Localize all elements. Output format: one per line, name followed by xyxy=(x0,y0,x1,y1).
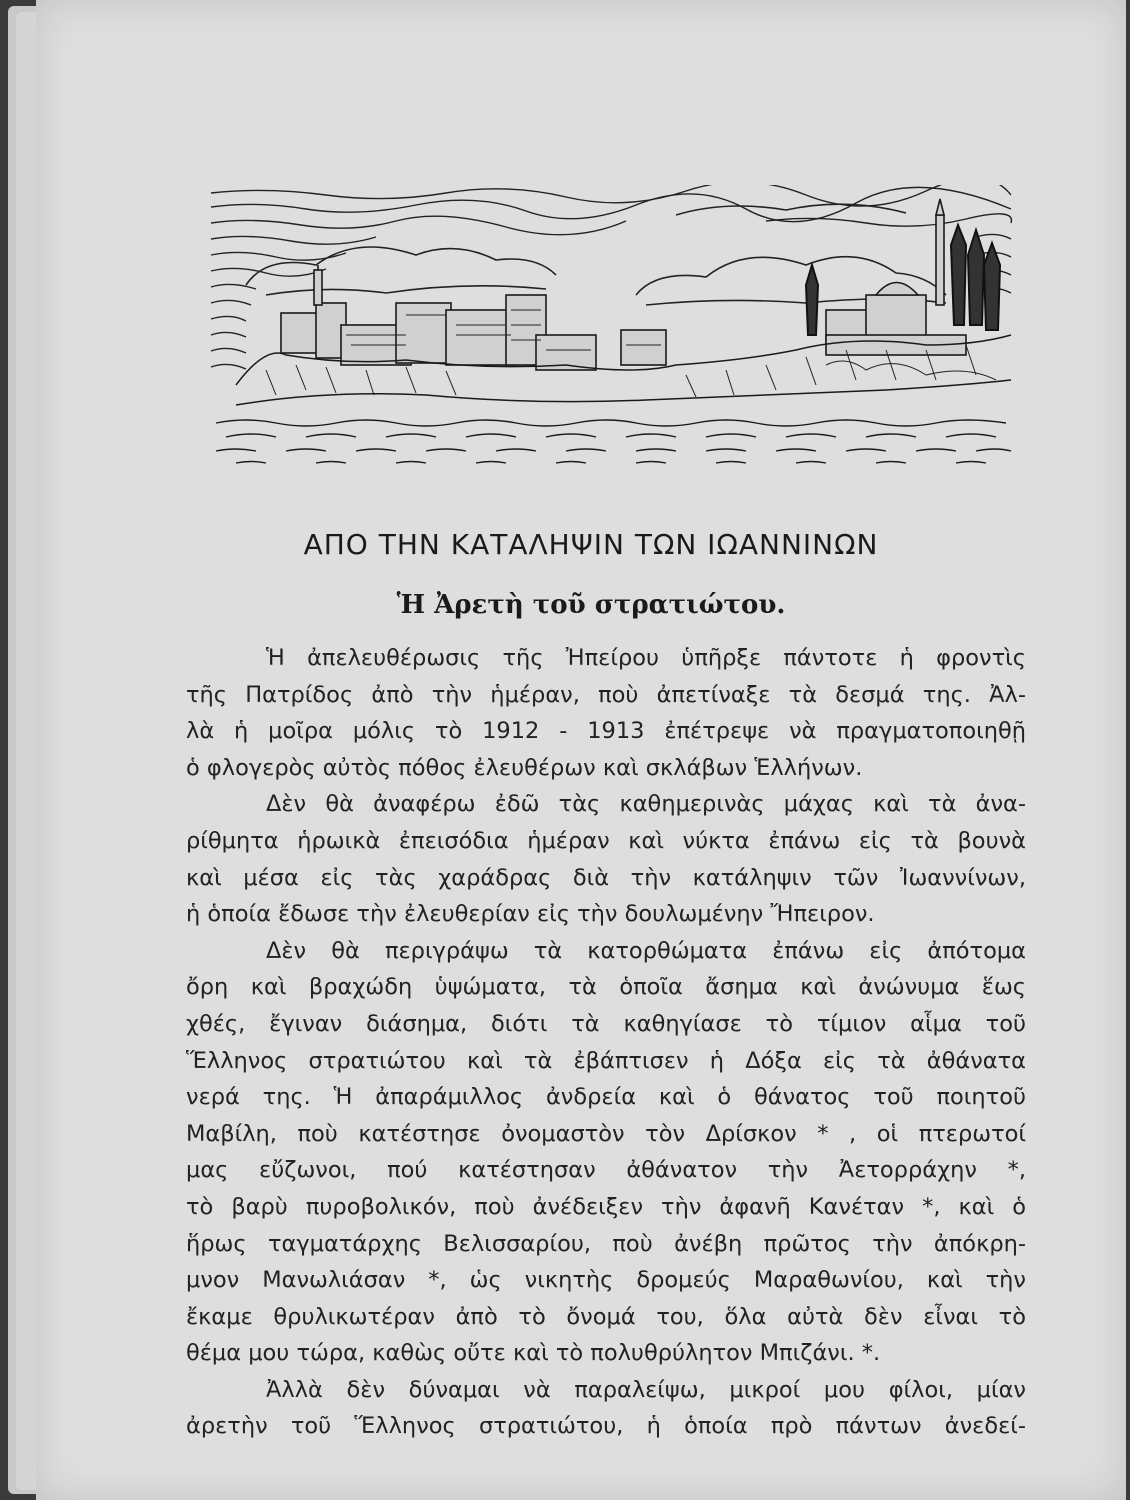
text-line: ἔκαμε θρυλικωτέραν ἀπὸ τὸ ὄνομά του, ὅλα αὐτὰ δὲν εἶναι τὸ xyxy=(186,1303,1026,1330)
text-line: ὁ φλογερὸς αὐτὸς πόθος ἐλευθέρων καὶ σκλάβων Ἑλλήνων. xyxy=(186,754,863,781)
text-line: θέμα μου τώρα, καθὼς οὔτε καὶ τὸ πολυθρύλητον Μπιζάνι. *. xyxy=(186,1340,881,1367)
text-line: καὶ μέσα εἰς τὰς χαράδρας διὰ τὴν κατάληψιν τῶν Ἰωαννίνων, xyxy=(186,864,1026,891)
text-line: Δὲν θὰ ἀναφέρω ἐδῶ τὰς καθημερινὰς μάχας καὶ τὰ ἀνα- xyxy=(266,791,1026,818)
text-line: Ἀλλὰ δὲν δύναμαι νὰ παραλείψω, μικροί μου φίλοι, μίαν xyxy=(266,1376,1026,1403)
text-line: Δὲν θὰ περιγράψω τὰ κατορθώματα ἐπάνω εἰς ἀπότομα xyxy=(266,937,1026,964)
text-line: Μαβίλη, ποὺ κατέστησε ὀνομαστὸν τὸν Δρίσκον * , οἱ πτερωτοί xyxy=(186,1120,1026,1147)
engraving-illustration xyxy=(206,185,1016,470)
ioannina-landscape-icon xyxy=(206,185,1016,470)
chapter-heading: ΑΠΟ ΤΗΝ ΚΑΤΑΛΗΨΙΝ ΤΩΝ ΙΩΑΝΝΙΝΩΝ xyxy=(303,528,879,561)
text-line: μας εὔζωνοι, πού κατέστησαν ἀθάνατον τὴν Ἀετορράχην *, xyxy=(186,1157,1026,1184)
text-line: ἥρως ταγματάρχης Βελισσαρίου, ποὺ ἀνέβη πρῶτος τὴν ἀπόκρη- xyxy=(186,1230,1026,1257)
text-line: ἡ ὁποία ἔδωσε τὴν ἐλευθερίαν εἰς τὴν δουλωμένην Ἤπειρον. xyxy=(186,901,875,928)
text-line: ὄρη καὶ βραχώδη ὑψώματα, τὰ ὁποῖα ἄσημα καὶ ἀνώνυμα ἕως xyxy=(186,974,1026,1001)
body-text xyxy=(186,640,1026,1445)
text-line: μνον Μανωλιάσαν *, ὡς νικητὴς δρομεύς Μαραθωνίου, καὶ τὴν xyxy=(186,1267,1026,1294)
book-page xyxy=(36,0,1126,1500)
text-line: νερά της. Ἡ ἀπαράμιλλος ἀνδρεία καὶ ὁ θάνατος τοῦ ποιητοῦ xyxy=(186,1084,1026,1111)
text-line: τὸ βαρὺ πυροβολικόν, ποὺ ἀνέδειξεν τὴν ἀφανῆ Κανέταν *, καὶ ὁ xyxy=(186,1193,1026,1220)
text-line: χθές, ἔγιναν διάσημα, διότι τὰ καθηγίασε τὸ τίμιον αἷμα τοῦ xyxy=(186,1010,1026,1037)
text-line: ἀρετὴν τοῦ Ἕλληνος στρατιώτου, ἡ ὁποία πρὸ πάντων ἀνεδεί- xyxy=(186,1413,1026,1440)
section-title: Ἡ Ἀρετὴ τοῦ στρατιώτου. xyxy=(396,590,786,620)
text-line: Ἡ ἀπελευθέρωσις τῆς Ἠπείρου ὑπῆρξε πάντοτε ἡ φροντὶς xyxy=(266,645,1026,671)
text-line: τῆς Πατρίδος ἀπὸ τὴν ἡμέραν, ποὺ ἀπετίναξε τὰ δεσμά της. Ἀλ- xyxy=(186,681,1026,708)
text-line: Ἕλληνος στρατιώτου καὶ τὰ ἐβάπτισεν ἡ Δόξα εἰς τὰ ἀθάνατα xyxy=(186,1047,1026,1074)
text-line: ρίθμητα ἡρωικὰ ἐπεισόδια ἡμέραν καὶ νύκτα ἐπάνω εἰς τὰ βουνὰ xyxy=(186,827,1026,854)
text-line: λὰ ἡ μοῖρα μόλις τὸ 1912 - 1913 ἐπέτρεψε νὰ πραγματοποιηθῇ xyxy=(186,718,1026,745)
